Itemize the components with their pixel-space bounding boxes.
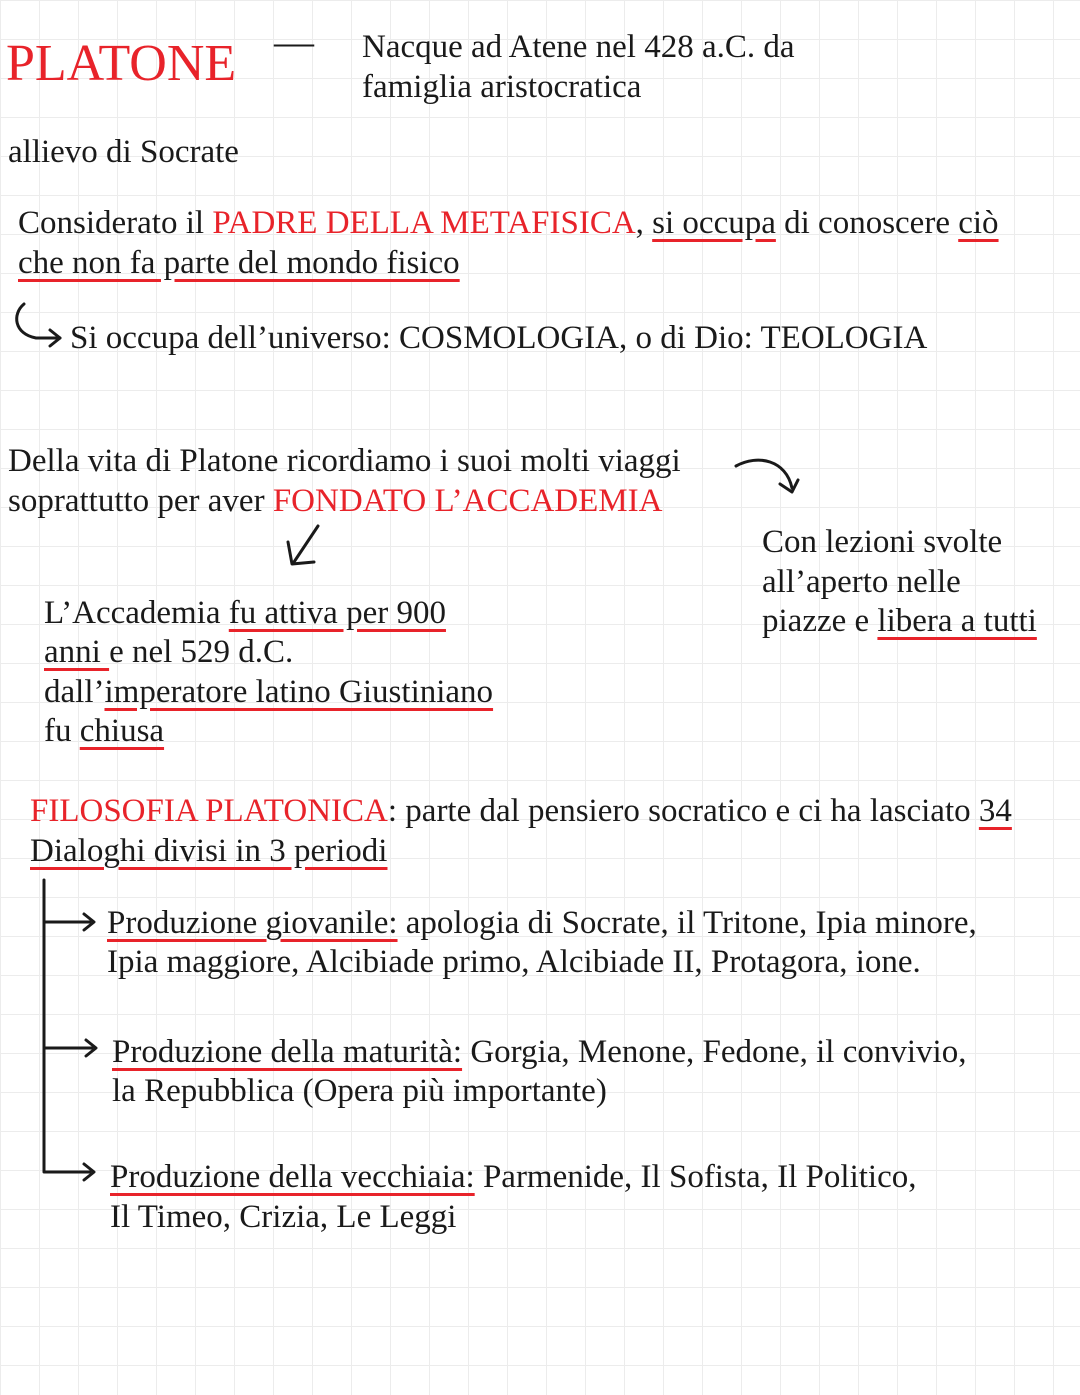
- academy-line-4-prefix: fu: [44, 713, 80, 749]
- period-old-age-works-1: Parmenide, Il Sofista, Il Politico,: [474, 1159, 917, 1195]
- arrow-head-icon: [80, 1162, 100, 1182]
- platonic-philosophy-highlight: FILOSOFIA PLATONICA: [30, 793, 388, 829]
- metaphysics-line-2-text: che non fa parte del mondo fisico: [18, 245, 460, 281]
- arrow-head-icon: [82, 1038, 102, 1058]
- period-maturity-label: Produzione della maturità:: [112, 1034, 463, 1070]
- academy-line-4-underlined: chiusa: [79, 713, 165, 749]
- lessons-line-3-prefix: piazze e: [762, 603, 878, 639]
- page-title: PLATONE: [6, 35, 237, 92]
- philosophy-rest: : parte dal pensiero socratico e ci ha lasciato: [387, 793, 979, 829]
- free-to-all: libera a tutti: [877, 603, 1037, 639]
- metaphysics-prefix: Considerato il: [18, 205, 213, 241]
- philosophy-line-2-text: Dialoghi divisi in 3 periodi: [30, 833, 388, 869]
- period-youth-label: Produzione giovanile:: [107, 905, 398, 941]
- title-dash: —: [274, 19, 314, 64]
- academy-line-3-prefix: dall’: [44, 674, 105, 710]
- metaphysics-highlight: PADRE DELLA METAFISICA: [212, 205, 636, 241]
- metaphysics-cio: ciò: [958, 205, 999, 241]
- birth-line-2: famiglia aristocratica: [362, 69, 642, 105]
- academy-line-1-prefix: L’Accademia: [44, 595, 229, 631]
- period-maturity-works-1: Gorgia, Menone, Fedone, il convivio,: [462, 1034, 967, 1070]
- birth-line-1: Nacque ad Atene nel 428 a.C. da: [362, 29, 795, 65]
- period-maturity-line-2: la Repubblica (Opera più importante): [112, 1073, 607, 1109]
- period-youth-works-1: apologia di Socrate, il Tritone, Ipia minore,: [397, 905, 977, 941]
- arrow-head-icon: [80, 912, 100, 932]
- period-old-age-line-1: [110, 1157, 916, 1197]
- period-youth-line-1: [107, 903, 977, 943]
- academy-line-2-underlined: anni: [44, 634, 110, 670]
- metaphysics-middle: di conoscere: [775, 205, 959, 241]
- life-line-1: Della vita di Platone ricordiamo i suoi molti viaggi: [8, 443, 681, 479]
- lessons-line-2: all’aperto nelle: [762, 564, 961, 600]
- lessons-line-1: Con lezioni svolte: [762, 524, 1003, 560]
- dialogues-count: 34: [978, 793, 1012, 829]
- pupil-note: allievo di Socrate: [8, 134, 239, 170]
- period-maturity-line-1: [112, 1032, 966, 1072]
- metaphysics-occupa: si occupa: [652, 205, 776, 241]
- academy-line-1-underlined: fu attiva per 900: [228, 595, 446, 631]
- academy-line-3-underlined: imperatore latino Giustiniano: [104, 674, 494, 710]
- period-youth-line-2: Ipia maggiore, Alcibiade primo, Alcibiade II, Protagora, ione.: [107, 944, 921, 980]
- period-old-age-line-2: Il Timeo, Crizia, Le Leggi: [110, 1199, 457, 1235]
- metaphysics-comma: ,: [635, 205, 653, 241]
- academy-founded-highlight: FONDATO L’ACCADEMIA: [272, 483, 663, 519]
- period-old-age-label: Produzione della vecchiaia:: [110, 1159, 475, 1195]
- life-line-2-prefix: soprattutto per aver: [8, 483, 273, 519]
- academy-line-2-rest: e nel 529 d.C.: [109, 634, 294, 670]
- cosmology-theology-line: Si occupa dell’universo: COSMOLOGIA, o di Dio: TEOLOGIA: [70, 320, 928, 356]
